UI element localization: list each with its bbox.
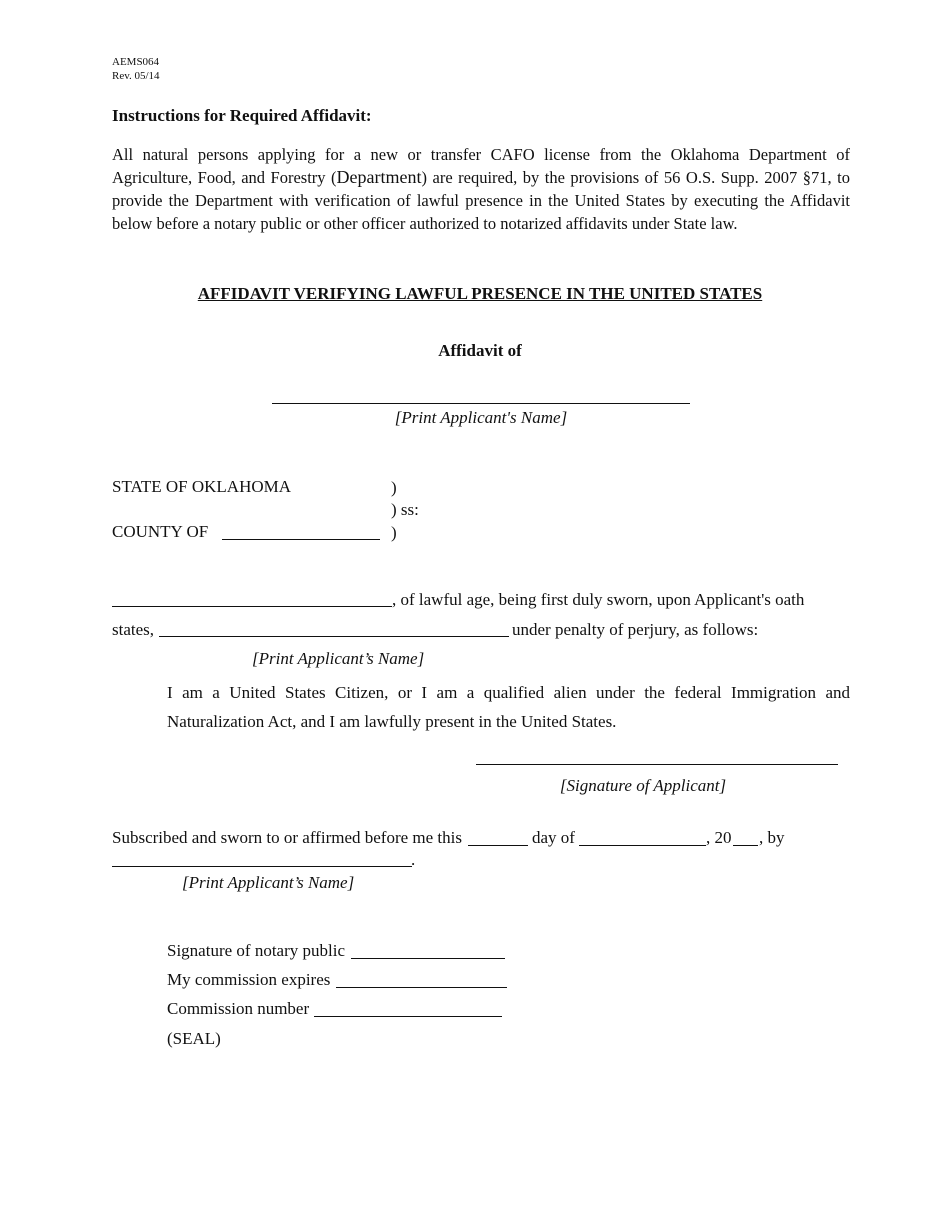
- jurat-name-caption: [Print Applicant’s Name]: [182, 873, 355, 892]
- applicant-name-caption: [Print Applicant's Name]: [394, 408, 568, 427]
- oath-statement: I am a United States Citizen, or I am a qualified alien under the federal Immigration and Naturalization Act, and I am lawfully present in the United States.: [167, 683, 850, 731]
- jurat-name-line[interactable]: [112, 866, 412, 867]
- jurat-month-line[interactable]: [579, 845, 706, 846]
- oath-line1-suffix: , of lawful age, being first duly sworn, upon Applicant's oath: [392, 590, 805, 609]
- oath-name-line-2[interactable]: [159, 636, 509, 637]
- notary-signature-line[interactable]: [351, 958, 505, 959]
- jurat-year-line[interactable]: [733, 845, 758, 846]
- instructions-body-part1: All natural persons applying for a new or transfer CAFO license from the Oklahoma Department of Agriculture, Food, and Forestry (: [112, 145, 850, 187]
- affidavit-title: AFFIDAVIT VERIFYING LAWFUL PRESENCE IN THE UNITED STATES: [197, 284, 763, 303]
- instructions-body-dept: Department: [336, 167, 422, 187]
- form-revision: Rev. 05/14: [112, 70, 160, 82]
- applicant-name-line[interactable]: [272, 403, 690, 404]
- venue-paren-ss: ) ss:: [391, 500, 419, 519]
- instructions-heading: Instructions for Required Affidavit:: [112, 106, 372, 125]
- form-id: AEMS064: [112, 56, 160, 68]
- state-label: STATE OF OKLAHOMA: [112, 477, 292, 496]
- applicant-signature-caption: [Signature of Applicant]: [559, 776, 727, 795]
- venue-paren-1: ): [391, 478, 397, 497]
- jurat-prefix: Subscribed and sworn to or affirmed before me this: [112, 828, 462, 847]
- applicant-signature-line[interactable]: [476, 764, 838, 765]
- oath-name-line[interactable]: [112, 606, 392, 607]
- jurat-by: , by: [759, 828, 785, 847]
- instructions-body: [112, 143, 850, 235]
- commission-number-label: Commission number: [167, 999, 310, 1018]
- commission-number-line[interactable]: [314, 1016, 502, 1017]
- jurat-day-line[interactable]: [468, 845, 528, 846]
- notary-seal: (SEAL): [167, 1029, 221, 1048]
- jurat-period: .: [411, 850, 416, 869]
- county-input-line[interactable]: [222, 539, 380, 540]
- commission-expires-label: My commission expires: [167, 970, 331, 989]
- oath-name-caption: [Print Applicant’s Name]: [252, 649, 425, 668]
- oath-line2-prefix: states,: [112, 620, 155, 639]
- affidavit-subtitle: Affidavit of: [438, 341, 522, 360]
- venue-paren-3: ): [391, 523, 397, 542]
- jurat-day-of: day of: [532, 828, 575, 847]
- instructions-body-part2: ) are required, by the provisions of 56 O.S. Supp. 2007 §71, to provide the Department with verification of lawful presence in the United States by executing the Affidavit below before a notary public or other officer authorized to notarized affidavits under State law.: [112, 168, 850, 233]
- county-label: COUNTY OF: [112, 522, 209, 541]
- oath-line2-suffix: under penalty of perjury, as follows:: [512, 620, 759, 639]
- commission-expires-line[interactable]: [336, 987, 507, 988]
- jurat-year-prefix: , 20: [706, 828, 732, 847]
- notary-signature-label: Signature of notary public: [167, 941, 345, 960]
